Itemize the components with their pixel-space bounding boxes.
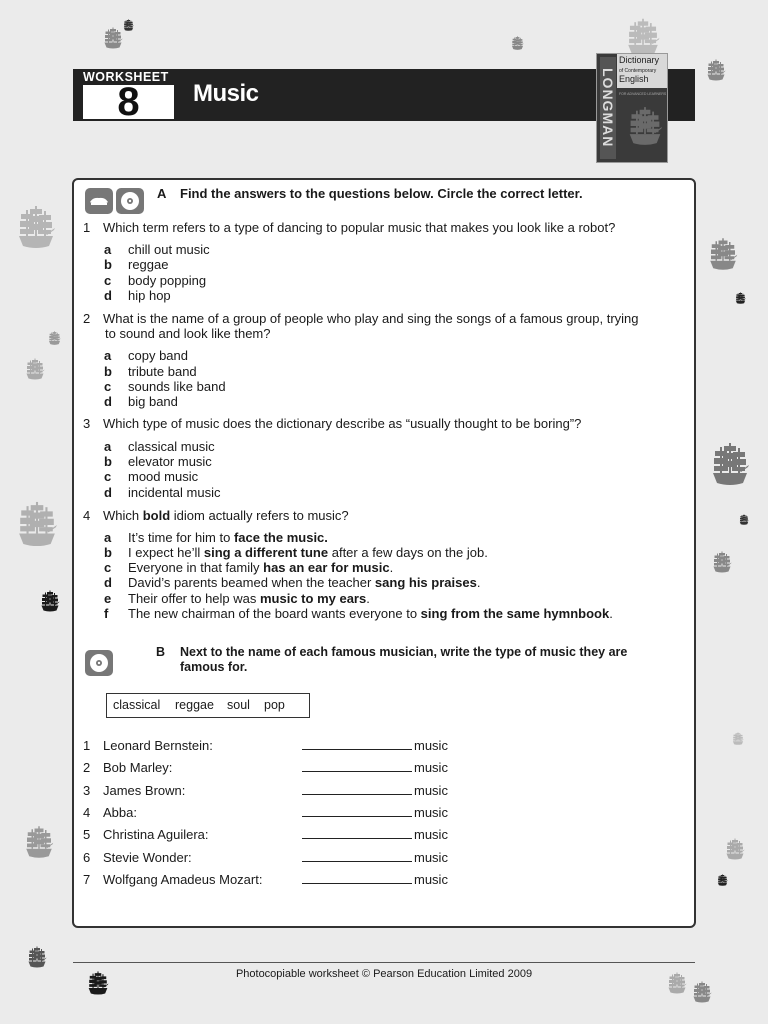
worksheet-label: WORKSHEET — [83, 70, 169, 84]
option-letter[interactable]: d — [104, 394, 112, 409]
answer-blank[interactable] — [302, 861, 412, 862]
option-letter[interactable]: d — [104, 485, 112, 500]
worksheet-panel — [72, 178, 696, 928]
ship-watermark-icon — [40, 588, 60, 614]
worksheet-number: 8 — [83, 85, 174, 119]
ship-watermark-icon — [739, 513, 749, 526]
musician-name: Stevie Wonder: — [103, 850, 192, 865]
ship-watermark-icon — [123, 18, 134, 32]
musician-name: Christina Aguilera: — [103, 827, 209, 842]
ship-watermark-icon — [27, 944, 47, 970]
option-letter[interactable]: a — [104, 530, 112, 545]
musician-name: Wolfgang Amadeus Mozart: — [103, 872, 263, 887]
book-subtitle: FOR ADVANCED LEARNERS — [619, 92, 667, 96]
option-letter[interactable]: b — [104, 454, 112, 469]
option-text: It’s time for him to face the music. — [128, 530, 328, 545]
item-number: 2 — [83, 760, 91, 775]
answer-blank[interactable] — [302, 816, 412, 817]
book-title-line: of Contemporary — [619, 67, 657, 74]
answer-blank[interactable] — [302, 749, 412, 750]
question-text: Which bold idiom actually refers to music? — [103, 508, 349, 523]
question-number: 3 — [83, 416, 91, 431]
book-title-line: Dictionary — [619, 55, 660, 65]
book-title-line: English — [619, 74, 649, 84]
word-bank-item: pop — [264, 698, 285, 712]
item-number: 6 — [83, 850, 91, 865]
question-text: Which term refers to a type of dancing to popular music that makes you look like a robot? — [103, 220, 616, 235]
option-text: Everyone in that family has an ear for music. — [128, 560, 394, 575]
question-text: What is the name of a group of people who play and sing the songs of a famous group, trying — [103, 311, 639, 326]
ship-watermark-icon — [25, 356, 45, 382]
option-text: chill out music — [128, 242, 210, 257]
section-b-instruction: famous for. — [180, 660, 248, 674]
question-text: Which type of music does the dictionary describe as “usually thought to be boring”? — [103, 416, 582, 431]
section-a-letter: A — [157, 186, 167, 201]
option-letter[interactable]: f — [104, 606, 109, 621]
book-spine-text: LONGMAN — [600, 57, 616, 159]
ship-watermark-icon — [708, 234, 738, 274]
question-text: to sound and look like them? — [105, 326, 271, 341]
answer-suffix: music — [414, 805, 448, 820]
section-a-instruction: Find the answers to the questions below. Circle the correct letter. — [180, 186, 583, 201]
musician-name: Leonard Bernstein: — [103, 738, 213, 753]
option-letter[interactable]: a — [104, 439, 112, 454]
ship-watermark-icon — [692, 979, 712, 1005]
answer-blank[interactable] — [302, 771, 412, 772]
answer-suffix: music — [414, 850, 448, 865]
section-b-letter: B — [156, 645, 166, 659]
word-bank-box — [106, 693, 310, 718]
answer-blank[interactable] — [302, 794, 412, 795]
question-number: 1 — [83, 220, 91, 235]
item-number: 7 — [83, 872, 91, 887]
ship-watermark-icon — [735, 291, 746, 305]
word-bank-item: classical — [113, 698, 161, 712]
musician-name: James Brown: — [103, 783, 186, 798]
ship-watermark-icon — [511, 35, 524, 51]
musician-name: Abba: — [103, 805, 137, 820]
ship-watermark-icon — [710, 438, 750, 490]
option-text: mood music — [128, 469, 199, 484]
option-text: reggae — [128, 257, 169, 272]
option-text: body popping — [128, 273, 207, 288]
ship-watermark-icon — [48, 330, 61, 346]
section-a-music-icon — [85, 188, 113, 214]
ship-watermark-icon — [732, 731, 744, 746]
question-number: 2 — [83, 311, 91, 326]
option-letter[interactable]: c — [104, 273, 112, 288]
answer-suffix: music — [414, 760, 448, 775]
option-text: Their offer to help was music to my ears. — [128, 591, 370, 606]
option-letter[interactable]: c — [104, 469, 112, 484]
musician-name: Bob Marley: — [103, 760, 173, 775]
answer-suffix: music — [414, 738, 448, 753]
option-letter[interactable]: b — [104, 545, 112, 560]
ship-watermark-icon — [16, 497, 58, 551]
answer-suffix: music — [414, 827, 448, 842]
item-number: 5 — [83, 827, 91, 842]
option-text: elevator music — [128, 454, 212, 469]
ship-watermark-icon — [24, 822, 54, 862]
question-number: 4 — [83, 508, 91, 523]
option-letter[interactable]: d — [104, 575, 112, 590]
word-bank-item: reggae — [175, 698, 214, 712]
option-text: I expect he’ll sing a different tune after a few days on the job. — [128, 545, 488, 560]
page-title: Music — [193, 80, 259, 107]
footer-divider — [73, 962, 695, 963]
ship-watermark-icon — [16, 202, 56, 252]
option-letter[interactable]: e — [104, 591, 112, 606]
book-title — [617, 54, 667, 88]
section-b-instruction: Next to the name of each famous musician, write the type of music they are — [180, 645, 628, 659]
item-number: 4 — [83, 805, 91, 820]
ship-watermark-icon — [717, 873, 728, 887]
book-ship-art-icon — [627, 102, 663, 150]
ship-watermark-icon — [725, 836, 745, 862]
option-text: copy band — [128, 348, 188, 363]
option-text: big band — [128, 394, 178, 409]
answer-blank[interactable] — [302, 838, 412, 839]
option-text: hip hop — [128, 288, 171, 303]
option-text: sounds like band — [128, 379, 226, 394]
ship-watermark-icon — [624, 17, 662, 57]
option-text: tribute band — [128, 364, 197, 379]
option-letter[interactable]: c — [104, 560, 112, 575]
option-text: David’s parents beamed when the teacher sang his praises. — [128, 575, 481, 590]
footer-copyright: Photocopiable worksheet © Pearson Education Limited 2009 — [235, 968, 533, 980]
option-letter[interactable]: a — [104, 242, 112, 257]
item-number: 1 — [83, 738, 91, 753]
ship-watermark-icon — [706, 57, 726, 83]
ship-watermark-icon — [103, 25, 123, 51]
option-letter[interactable]: d — [104, 288, 112, 303]
item-number: 3 — [83, 783, 91, 798]
word-bank-item: soul — [227, 698, 250, 712]
option-letter[interactable]: c — [104, 379, 112, 394]
answer-blank[interactable] — [302, 883, 412, 884]
ship-watermark-icon — [712, 549, 732, 575]
option-text: The new chairman of the board wants everyone to sing from the same hymnbook. — [128, 606, 613, 621]
answer-suffix: music — [414, 783, 448, 798]
answer-suffix: music — [414, 872, 448, 887]
option-text: classical music — [128, 439, 215, 454]
section-b-cd-icon — [85, 650, 113, 676]
dictionary-cover-image — [596, 53, 668, 163]
option-letter[interactable]: b — [104, 257, 112, 272]
option-letter[interactable]: b — [104, 364, 112, 379]
option-text: incidental music — [128, 485, 221, 500]
section-a-cd-icon — [116, 188, 144, 214]
option-letter[interactable]: a — [104, 348, 112, 363]
